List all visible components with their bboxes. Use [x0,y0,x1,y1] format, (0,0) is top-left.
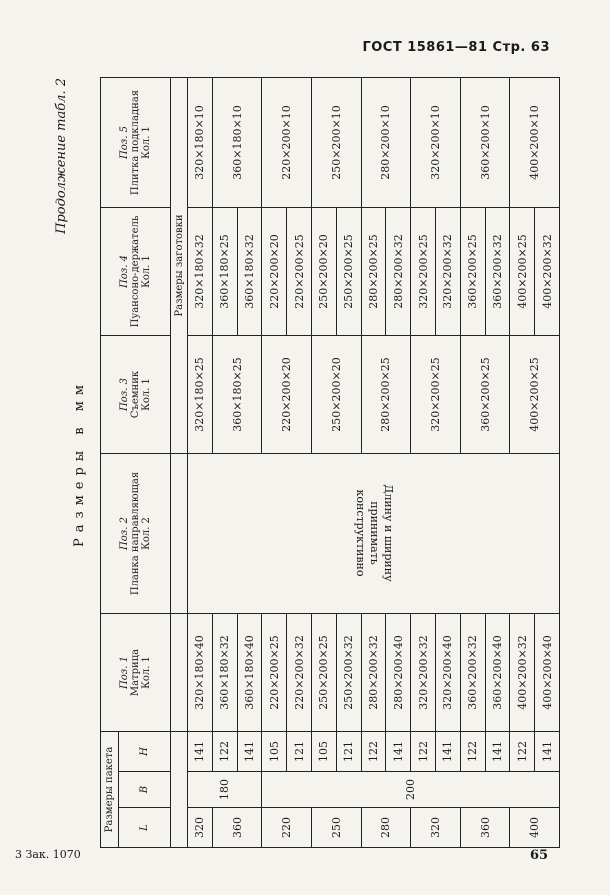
cell-l: 360 [460,808,510,848]
cell-matrix: 220×200×25 [262,614,287,732]
cell-plate: 320×200×10 [411,78,461,208]
col-l-header: L [119,808,171,848]
pos2-name: Планка направляющая [130,471,141,596]
cell-h: 121 [287,732,312,772]
cell-plate: 220×200×10 [262,78,312,208]
zagotovki-label: Размеры заготовки [171,78,188,454]
cell-h: 141 [435,732,460,772]
cell-h: 105 [311,732,336,772]
cell-stripper: 320×180×25 [188,336,213,454]
pos4-name: Пуансоно-держатель [130,215,141,328]
cell-holder: 360×200×32 [485,208,510,336]
cell-holder: 250×200×20 [311,208,336,336]
cell-stripper: 280×200×25 [361,336,411,454]
pack-group-header: Размеры пакета [101,732,119,848]
cell-matrix: 250×200×32 [336,614,361,732]
cell-holder: 280×200×25 [361,208,386,336]
cell-l: 250 [311,808,361,848]
cell-h: 141 [188,732,213,772]
pos1-qty: Кол. 1 [141,656,152,689]
cell-stripper: 360×180×25 [212,336,262,454]
cell-matrix: 400×200×40 [535,614,560,732]
cell-h: 122 [510,732,535,772]
cell-holder: 320×180×32 [188,208,213,336]
cell-h: 122 [411,732,436,772]
cell-holder: 320×200×25 [411,208,436,336]
continuation-label: Продолжение табл. 2 [54,78,69,234]
cell-matrix: 280×200×40 [386,614,411,732]
pos5-qty: Кол. 1 [141,126,152,159]
cell-stripper: 250×200×20 [311,336,361,454]
cell-stripper: 360×200×25 [460,336,510,454]
cell-holder: 250×200×25 [336,208,361,336]
pos1-header [101,614,171,732]
cell-holder: 360×180×32 [237,208,262,336]
cell-matrix: 360×180×32 [212,614,237,732]
cell-plate: 360×200×10 [460,78,510,208]
cell-h: 141 [535,732,560,772]
cell-h: 141 [237,732,262,772]
cell-holder: 280×200×32 [386,208,411,336]
pos1-pos: Поз. 1 [119,656,130,689]
pos4-pos: Поз. 4 [119,255,130,288]
cell-holder: 400×200×25 [510,208,535,336]
cell-l: 320 [188,808,213,848]
pos1-name: Матрица [130,648,141,697]
cell-h: 122 [460,732,485,772]
cell-matrix: 320×200×32 [411,614,436,732]
cell-matrix: 400×200×32 [510,614,535,732]
cell-matrix: 320×180×40 [188,614,213,732]
cell-h: 121 [336,732,361,772]
cell-h: 122 [212,732,237,772]
cell-l: 400 [510,808,560,848]
pos3-pos: Поз. 3 [119,378,130,411]
cell-holder: 220×200×20 [262,208,287,336]
cell-matrix: 360×200×32 [460,614,485,732]
cell-matrix: 320×200×40 [435,614,460,732]
cell-matrix: 220×200×32 [287,614,312,732]
pos5-name: Плитка подкладная [130,89,141,196]
pos2-pos: Поз. 2 [119,517,130,550]
pos3-header [101,336,171,454]
cell-matrix: 250×200×25 [311,614,336,732]
cell-stripper: 400×200×25 [510,336,560,454]
cell-h: 141 [485,732,510,772]
cell-b: 200 [262,772,560,808]
rotated-table-block [52,78,560,848]
cell-l: 280 [361,808,411,848]
cell-holder: 360×180×25 [212,208,237,336]
pos4-qty: Кол. 1 [141,255,152,288]
pos3-name: Съемник [130,370,141,419]
dimensions-table [100,77,560,848]
cell-b: 180 [188,772,262,808]
cell-plate: 400×200×10 [510,78,560,208]
cell-h: 141 [386,732,411,772]
cell-matrix: 360×180×40 [237,614,262,732]
cell-l: 220 [262,808,312,848]
page-header: ГОСТ 15861—81 Стр. 63 [362,40,550,55]
pos5-pos: Поз. 5 [119,126,130,159]
footer-order-number: 3 Зак. 1070 [15,848,81,861]
col-h-header: H [119,732,171,772]
footer-page-number: 65 [530,848,549,863]
pos2-qty: Кол. 2 [141,517,152,550]
cell-plate: 280×200×10 [361,78,411,208]
cell-l: 320 [411,808,461,848]
cell-holder: 360×200×25 [460,208,485,336]
pos4-header [101,208,171,336]
cell-stripper: 220×200×20 [262,336,312,454]
cell-plate: 360×180×10 [212,78,262,208]
pos5-header [101,78,171,208]
cell-l: 360 [212,808,262,848]
cell-matrix: 360×200×40 [485,614,510,732]
cell-stripper: 320×200×25 [411,336,461,454]
cell-matrix: 280×200×32 [361,614,386,732]
pos2-header [101,454,171,614]
table-wrapper [100,78,560,848]
cell-plate: 320×180×10 [188,78,213,208]
cell-h: 105 [262,732,287,772]
pos3-qty: Кол. 1 [141,378,152,411]
table-title: Размеры в мм [72,379,87,547]
cell-holder: 220×200×25 [287,208,312,336]
pos2-note-cell [188,454,560,614]
cell-holder: 320×200×32 [435,208,460,336]
cell-holder: 400×200×32 [535,208,560,336]
cell-h: 122 [361,732,386,772]
table-row [188,78,213,848]
pos2-note: Длину и ширину принимать конструктивно [353,484,395,583]
cell-plate: 250×200×10 [311,78,361,208]
col-b-header: B [119,772,171,808]
